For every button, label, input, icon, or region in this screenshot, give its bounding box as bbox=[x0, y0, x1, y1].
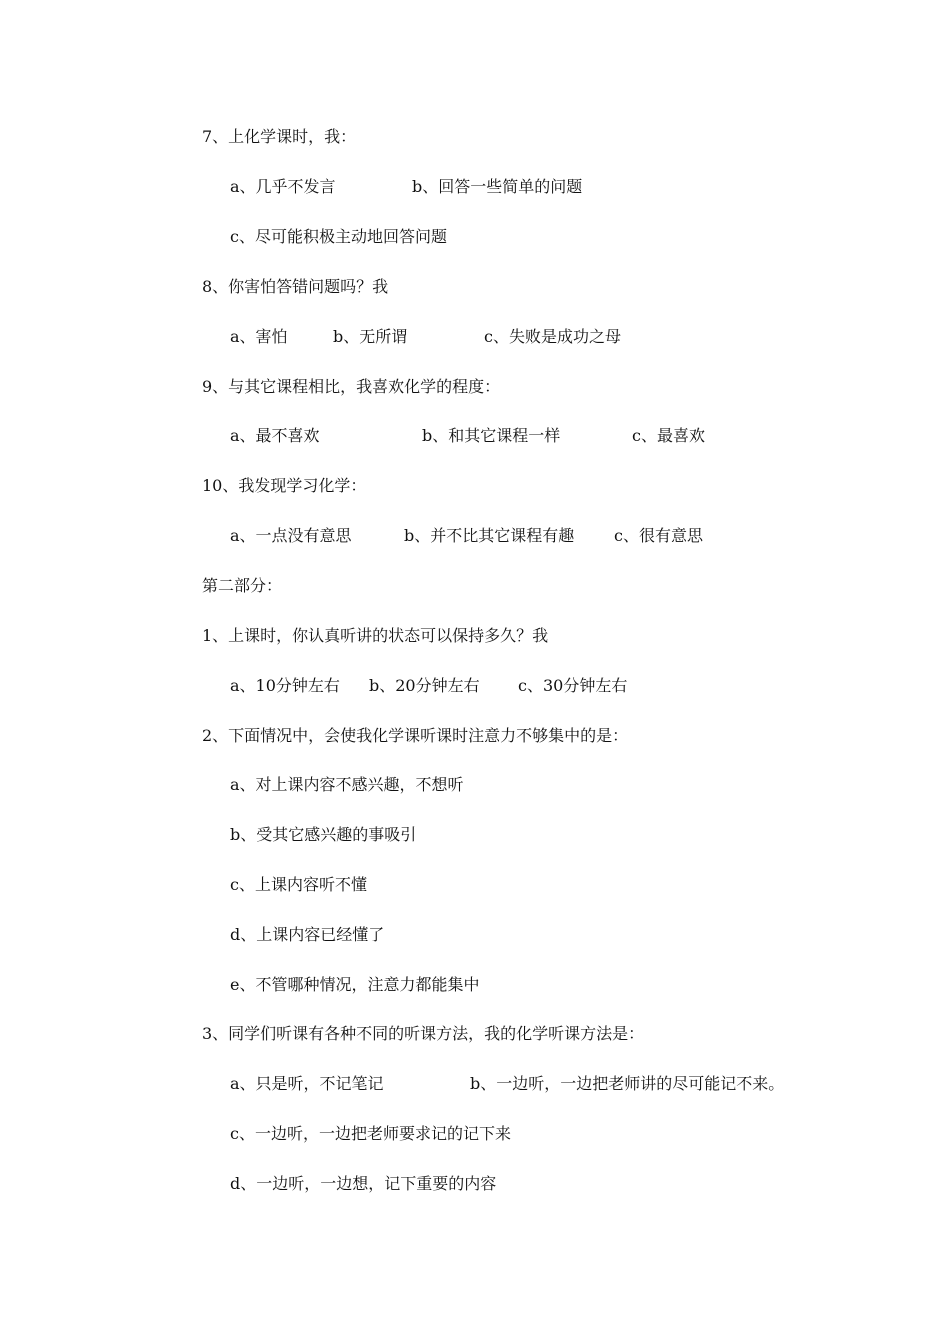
p2q1-option-b: b、20分钟左右 bbox=[369, 676, 480, 695]
q7-option-b: b、回答一些简单的问题 bbox=[412, 177, 583, 196]
q8-option-b: b、无所谓 bbox=[333, 327, 408, 346]
q8-option-a: a、害怕 bbox=[230, 327, 288, 346]
p2q3-option-d: d、一边听，一边想，记下重要的内容 bbox=[230, 1174, 497, 1193]
q8-option-c: c、失败是成功之母 bbox=[484, 327, 621, 346]
part2-question-2: 2、下面情况中，会使我化学课听课时注意力不够集中的是： bbox=[202, 726, 629, 745]
p2q2-option-d: d、上课内容已经懂了 bbox=[230, 925, 385, 944]
p2q3-option-b: b、一边听，一边把老师讲的尽可能记不来。 bbox=[470, 1074, 785, 1093]
question-9: 9、与其它课程相比，我喜欢化学的程度： bbox=[202, 377, 501, 396]
question-8: 8、你害怕答错问题吗？我 bbox=[202, 277, 389, 296]
q9-option-a: a、最不喜欢 bbox=[230, 426, 320, 445]
part2-question-1: 1、上课时，你认真听讲的状态可以保持多久？我 bbox=[202, 626, 549, 645]
q9-option-c: c、最喜欢 bbox=[632, 426, 705, 445]
p2q2-option-a: a、对上课内容不感兴趣，不想听 bbox=[230, 775, 464, 794]
question-10: 10、我发现学习化学： bbox=[202, 476, 367, 495]
q7-option-c: c、尽可能积极主动地回答问题 bbox=[230, 227, 447, 246]
p2q1-option-a: a、10分钟左右 bbox=[230, 676, 340, 695]
p2q2-option-c: c、上课内容听不懂 bbox=[230, 875, 367, 894]
p2q2-option-e: e、不管哪种情况，注意力都能集中 bbox=[230, 975, 480, 994]
q10-option-b: b、并不比其它课程有趣 bbox=[404, 526, 575, 545]
q10-option-a: a、一点没有意思 bbox=[230, 526, 352, 545]
p2q2-option-b: b、受其它感兴趣的事吸引 bbox=[230, 825, 417, 844]
p2q3-option-c: c、一边听，一边把老师要求记的记下来 bbox=[230, 1124, 511, 1143]
p2q1-option-c: c、30分钟左右 bbox=[518, 676, 628, 695]
p2q3-option-a: a、只是听，不记笔记 bbox=[230, 1074, 384, 1093]
part2-question-3: 3、同学们听课有各种不同的听课方法，我的化学听课方法是： bbox=[202, 1024, 645, 1043]
q7-option-a: a、几乎不发言 bbox=[230, 177, 336, 196]
section-heading-part-2: 第二部分： bbox=[202, 576, 283, 595]
question-7: 7、上化学课时，我： bbox=[202, 127, 357, 146]
q9-option-b: b、和其它课程一样 bbox=[422, 426, 561, 445]
q10-option-c: c、很有意思 bbox=[614, 526, 703, 545]
